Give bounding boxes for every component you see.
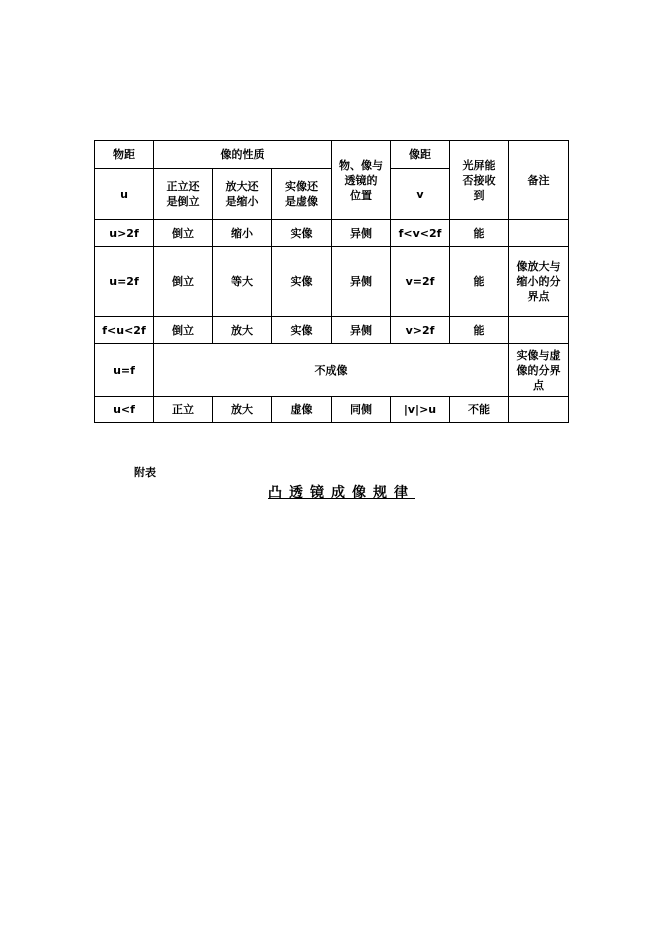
cell-side: 异侧 <box>332 317 391 344</box>
cell-screen: 能 <box>450 220 509 247</box>
page-title: 凸透镜成像规律 <box>268 485 415 501</box>
table-row <box>95 344 569 397</box>
table-row <box>95 247 569 317</box>
cell-side: 同侧 <box>332 397 391 423</box>
cell-note: 像放大与缩小的分界点 <box>509 247 569 317</box>
cell-size: 放大 <box>213 397 272 423</box>
cell-orient: 倒立 <box>154 247 213 317</box>
header-object-image-position <box>332 141 391 220</box>
lens-imaging-table <box>94 140 569 423</box>
cell-type: 实像 <box>272 247 332 317</box>
cell-screen: 能 <box>450 247 509 317</box>
cell-type: 虚像 <box>272 397 332 423</box>
header-position-line3: 位置 <box>350 188 372 202</box>
cell-screen: 不能 <box>450 397 509 423</box>
header-remarks: 备注 <box>509 141 569 220</box>
table-row <box>95 397 569 423</box>
header-screen-line3: 到 <box>473 188 485 202</box>
header-type-line1: 实像还 <box>285 180 318 193</box>
cell-u: u<f <box>95 397 154 423</box>
cell-u: u=2f <box>95 247 154 317</box>
header-enlarge-reduce <box>213 169 272 220</box>
header-orient-line1: 正立还 <box>166 180 200 193</box>
header-type-line2: 是虚像 <box>285 195 318 208</box>
header-upright-inverted <box>154 169 213 220</box>
cell-orient: 正立 <box>154 397 213 423</box>
header-position-line1: 物、像与 <box>339 158 383 172</box>
cell-type: 实像 <box>272 220 332 247</box>
cell-u: u=f <box>95 344 154 397</box>
cell-size: 等大 <box>213 247 272 317</box>
cell-screen: 能 <box>450 317 509 344</box>
cell-v: v>2f <box>391 317 450 344</box>
cell-u: u>2f <box>95 220 154 247</box>
cell-note <box>509 397 569 423</box>
cell-v: |v|>u <box>391 397 450 423</box>
cell-orient: 倒立 <box>154 220 213 247</box>
header-u: u <box>95 169 154 220</box>
cell-side: 异侧 <box>332 247 391 317</box>
cell-v: f<v<2f <box>391 220 450 247</box>
header-image-distance: 像距 <box>391 141 450 169</box>
cell-size: 放大 <box>213 317 272 344</box>
header-orient-line2: 是倒立 <box>166 195 200 208</box>
cell-side: 异侧 <box>332 220 391 247</box>
cell-orient: 倒立 <box>154 317 213 344</box>
cell-note: 实像与虚像的分界点 <box>509 344 569 397</box>
table-row <box>95 220 569 247</box>
table-row <box>95 317 569 344</box>
header-screen-line1: 光屏能 <box>462 158 496 172</box>
cell-v: v=2f <box>391 247 450 317</box>
cell-u: f<u<2f <box>95 317 154 344</box>
cell-note <box>509 220 569 247</box>
header-screen <box>450 141 509 220</box>
header-screen-line2: 否接收 <box>462 173 496 187</box>
cell-size: 缩小 <box>213 220 272 247</box>
header-object-distance: 物距 <box>95 141 154 169</box>
header-image-properties: 像的性质 <box>154 141 332 169</box>
header-position-line2: 透镜的 <box>344 173 378 187</box>
header-v: v <box>391 169 450 220</box>
header-real-virtual <box>272 169 332 220</box>
appendix-label: 附表 <box>134 466 156 479</box>
header-size-line2: 是缩小 <box>225 195 259 208</box>
header-size-line1: 放大还 <box>225 180 259 193</box>
cell-type: 实像 <box>272 317 332 344</box>
cell-no-image: 不成像 <box>154 344 509 397</box>
cell-note <box>509 317 569 344</box>
